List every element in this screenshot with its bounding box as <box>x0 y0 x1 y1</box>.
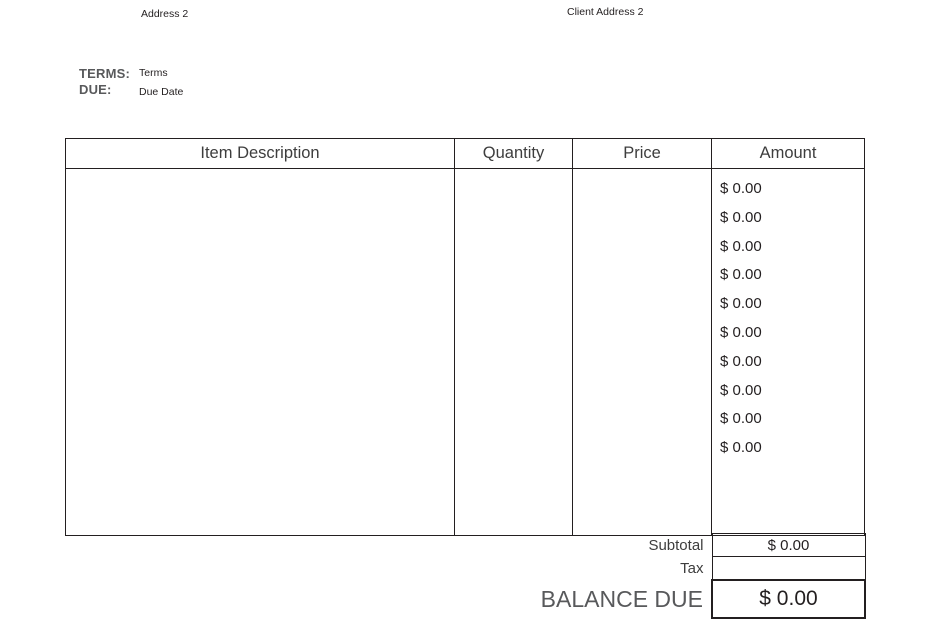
subtotal-row <box>65 534 865 557</box>
amount-value: $ 0.00 <box>720 180 762 197</box>
item-quantity-cell[interactable] <box>455 169 573 536</box>
amount-value: $ 0.00 <box>720 237 762 255</box>
item-description-cell[interactable] <box>66 169 455 536</box>
totals-table <box>65 533 866 619</box>
terms-value: Terms <box>139 67 168 79</box>
amount-value: $ 0.00 <box>720 323 762 341</box>
amount-value: $ 0.00 <box>720 381 762 399</box>
amount-value: $ 0.00 <box>720 352 762 370</box>
column-header-quantity: Quantity <box>455 139 573 169</box>
column-header-amount: Amount <box>712 139 865 169</box>
amount-value: $ 0.00 <box>720 439 762 457</box>
items-table <box>65 138 865 536</box>
client-address-line-2: Client Address 2 <box>567 6 644 18</box>
items-table-body-row <box>66 169 865 536</box>
amount-value: $ 0.00 <box>720 266 762 284</box>
balance-due-row <box>65 580 865 618</box>
balance-due-value: $ 0.00 <box>712 580 865 618</box>
amount-value: $ 0.00 <box>720 208 762 226</box>
item-amount-cell[interactable] <box>712 169 865 536</box>
due-date-value: Due Date <box>139 86 184 98</box>
subtotal-value: $ 0.00 <box>712 534 865 557</box>
tax-label: Tax <box>680 559 704 577</box>
amount-value: $ 0.00 <box>720 410 762 428</box>
items-table-header-row <box>66 139 865 169</box>
subtotal-label: Subtotal <box>648 536 704 554</box>
item-price-cell[interactable] <box>573 169 712 536</box>
amount-value: $ 0.00 <box>720 295 762 313</box>
due-label: DUE: <box>79 82 112 97</box>
terms-label: TERMS: <box>79 66 131 81</box>
tax-row <box>65 557 865 581</box>
address-line-2: Address 2 <box>141 8 189 20</box>
column-header-item-description: Item Description <box>66 139 455 169</box>
tax-value[interactable] <box>712 557 865 581</box>
balance-due-label: BALANCE DUE <box>540 585 703 612</box>
column-header-price: Price <box>573 139 712 169</box>
